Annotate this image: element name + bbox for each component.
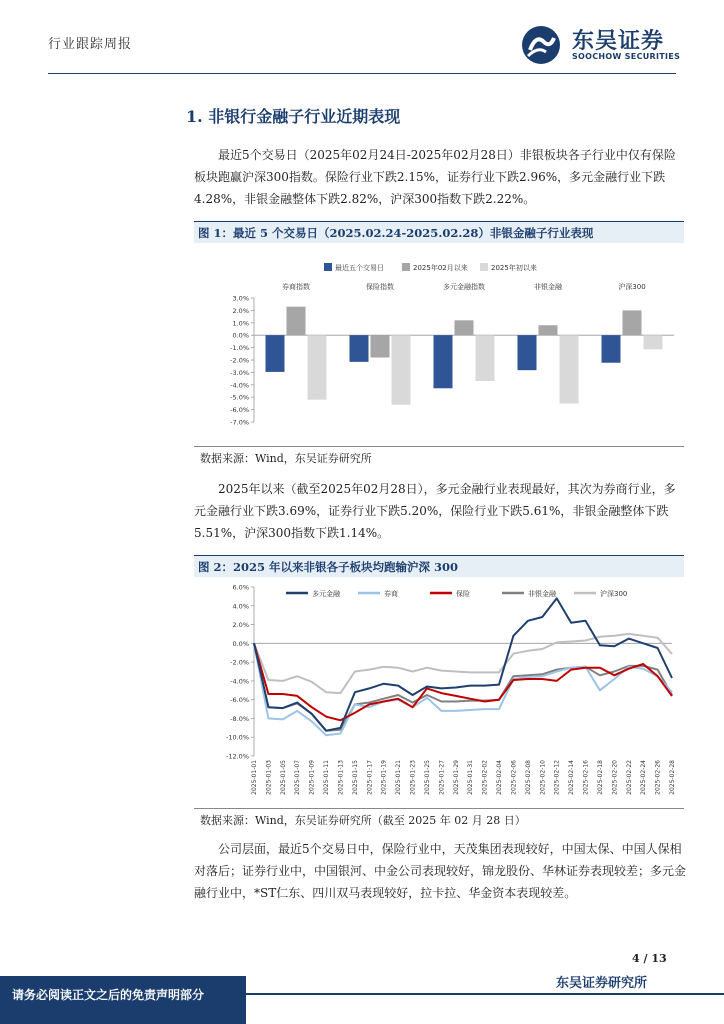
y-tick-label-1: 4.0% xyxy=(232,602,249,611)
x-tick-label-26: 2025-02-22 xyxy=(625,760,633,795)
legend-label-3: 非银金融 xyxy=(528,590,556,598)
x-tick-label-10: 2025-01-21 xyxy=(395,760,403,795)
figure-2-source: 数据来源：Wind，东吴证券研究所（截至 2025 年 02 月 28 日） xyxy=(200,814,526,827)
y-tick-label-1: 2.0% xyxy=(232,306,249,315)
x-tick-label-28: 2025-02-26 xyxy=(654,760,662,795)
report-type: 行业跟踪周报 xyxy=(48,37,133,52)
bar-0-1 xyxy=(287,307,306,336)
category-label-4: 沪深300 xyxy=(618,283,646,291)
paragraph-3: 公司层面，最近5个交易日中，保险行业中，天茂集团表现较好，中国太保、中国人保相对落后；证券行业中，中国银河、中金公司表现较好，锦龙股份、华林证券表现较差；多元金融行业中，*ST仁东、四川双马表现较好，拉卡拉、华金资本表现较差。 xyxy=(194,842,687,900)
x-tick-label-20: 2025-02-10 xyxy=(539,760,547,795)
y-tick-label-4: -1.0% xyxy=(230,344,249,353)
legend-swatch-1 xyxy=(402,263,410,271)
figure-2-line-chart xyxy=(194,578,684,804)
figure-2-source-divider xyxy=(194,808,684,809)
bar-3-0 xyxy=(518,335,537,370)
y-tick-label-6: -6.0% xyxy=(230,696,249,705)
legend-swatch-0 xyxy=(324,263,332,271)
header-divider xyxy=(48,73,676,74)
footer-institute: 东吴证券研究所 xyxy=(556,976,648,991)
y-tick-label-4: -2.0% xyxy=(230,658,249,667)
x-tick-label-6: 2025-01-13 xyxy=(337,760,345,795)
brand-name-en: SOOCHOW SECURITIES xyxy=(572,52,681,61)
y-tick-label-0: 3.0% xyxy=(232,294,249,303)
y-tick-label-9: -12.0% xyxy=(226,752,249,761)
y-tick-label-3: 0.0% xyxy=(232,331,249,340)
category-label-1: 保险指数 xyxy=(366,283,394,291)
figure-1-source-divider xyxy=(194,446,684,447)
soochow-logo-icon xyxy=(520,24,568,66)
legend-swatch-2 xyxy=(480,263,488,271)
legend-label-0: 最近五个交易日 xyxy=(335,264,384,272)
series-line-4 xyxy=(254,634,672,693)
y-tick-label-2: 1.0% xyxy=(232,319,249,328)
bar-1-0 xyxy=(350,335,369,362)
figure-1-source: 数据来源：Wind，东吴证券研究所 xyxy=(200,452,372,465)
y-tick-label-7: -4.0% xyxy=(230,381,249,390)
y-tick-label-8: -10.0% xyxy=(226,733,249,742)
y-tick-label-10: -7.0% xyxy=(230,418,249,427)
bar-0-0 xyxy=(266,335,285,372)
footer-disclaimer[interactable]: 请务必阅读正文之后的免责声明部分 xyxy=(12,988,205,1002)
bar-1-1 xyxy=(371,335,390,357)
legend-label-4: 沪深300 xyxy=(600,590,628,598)
x-tick-label-25: 2025-02-20 xyxy=(611,760,619,795)
x-tick-label-24: 2025-02-18 xyxy=(596,760,604,795)
x-tick-label-19: 2025-02-08 xyxy=(524,760,532,795)
x-tick-label-27: 2025-02-24 xyxy=(640,760,648,795)
page-number: 4 / 13 xyxy=(632,952,667,965)
bar-3-1 xyxy=(539,325,558,335)
category-label-0: 券商指数 xyxy=(282,283,310,291)
x-tick-label-5: 2025-01-11 xyxy=(323,760,331,795)
y-tick-label-2: 2.0% xyxy=(232,621,249,630)
y-tick-label-9: -6.0% xyxy=(230,406,249,415)
category-label-2: 多元金融指数 xyxy=(443,283,485,291)
x-tick-label-1: 2025-01-03 xyxy=(265,760,273,795)
x-tick-label-7: 2025-01-15 xyxy=(351,760,359,795)
bar-4-0 xyxy=(602,335,621,363)
y-tick-label-5: -4.0% xyxy=(230,677,249,686)
x-tick-label-23: 2025-02-16 xyxy=(582,760,590,795)
x-tick-label-16: 2025-02-02 xyxy=(481,760,489,795)
brand-name-cn: 东吴证券 xyxy=(572,29,665,54)
bar-4-1 xyxy=(623,310,642,335)
x-tick-label-11: 2025-01-23 xyxy=(409,760,417,795)
series-line-1 xyxy=(254,643,672,735)
bar-4-2 xyxy=(644,335,663,349)
x-tick-label-8: 2025-01-17 xyxy=(366,760,374,795)
paragraph-2: 2025年以来（截至2025年02月28日），多元金融行业表现最好，其次为券商行业，多元金融行业下跌3.69%，证券行业下跌5.20%，保险行业下跌5.61%，非银金融整体下跌5.51%，沪深300指数下跌1.14%。 xyxy=(194,482,676,540)
paragraph-1: 最近5个交易日（2025年02月24日-2025年02月28日）非银板块各子行业中仅有保险板块跑赢沪深300指数。保险行业下跌2.15%，证券行业下跌2.96%，多元金融行业下跌4.28%，非银金融整体下跌2.82%，沪深300指数下跌2.22%。 xyxy=(194,148,676,206)
x-tick-label-17: 2025-02-04 xyxy=(496,760,504,795)
x-tick-label-4: 2025-01-09 xyxy=(308,760,316,795)
y-tick-label-7: -8.0% xyxy=(230,714,249,723)
y-tick-label-3: 0.0% xyxy=(232,639,249,648)
bar-1-2 xyxy=(392,335,411,405)
x-tick-label-9: 2025-01-19 xyxy=(380,760,388,795)
x-tick-label-12: 2025-01-25 xyxy=(423,760,431,795)
x-tick-label-22: 2025-02-14 xyxy=(568,760,576,795)
x-tick-label-13: 2025-01-27 xyxy=(438,760,446,795)
legend-label-2: 2025年初以来 xyxy=(491,264,537,272)
x-tick-label-15: 2025-01-31 xyxy=(467,760,475,795)
footer-disclaimer-bar xyxy=(0,976,246,1024)
x-tick-label-29: 2025-02-28 xyxy=(669,760,676,795)
x-tick-label-21: 2025-02-12 xyxy=(553,760,561,795)
category-label-3: 非银金融 xyxy=(534,283,562,291)
x-tick-label-2: 2025-01-05 xyxy=(279,760,287,795)
bar-2-2 xyxy=(476,335,495,381)
bar-3-2 xyxy=(560,335,579,403)
figure-1-title: 图 1：最近 5 个交易日（2025.02.24-2025.02.28）非银金融子行业表现 xyxy=(194,221,684,243)
y-tick-label-0: 6.0% xyxy=(232,583,249,592)
legend-label-1: 2025年02月以来 xyxy=(413,264,468,272)
y-tick-label-8: -5.0% xyxy=(230,393,249,402)
legend-label-1: 券商 xyxy=(384,590,398,598)
x-tick-label-14: 2025-01-29 xyxy=(452,760,460,795)
x-tick-label-0: 2025-01-01 xyxy=(251,760,258,795)
legend-label-0: 多元金融 xyxy=(312,590,340,598)
y-tick-label-6: -3.0% xyxy=(230,368,249,377)
figure-1-bar-chart xyxy=(194,248,684,440)
x-tick-label-18: 2025-02-06 xyxy=(510,760,518,795)
bar-2-0 xyxy=(434,335,453,388)
x-tick-label-3: 2025-01-07 xyxy=(294,760,302,795)
bar-2-1 xyxy=(455,320,474,335)
y-tick-label-5: -2.0% xyxy=(230,356,249,365)
bar-0-2 xyxy=(308,335,327,399)
section-title: 1. 非银行金融子行业近期表现 xyxy=(186,107,401,126)
legend-label-2: 保险 xyxy=(456,590,470,598)
figure-2-title: 图 2：2025 年以来非银各子板块均跑输沪深 300 xyxy=(194,555,684,577)
